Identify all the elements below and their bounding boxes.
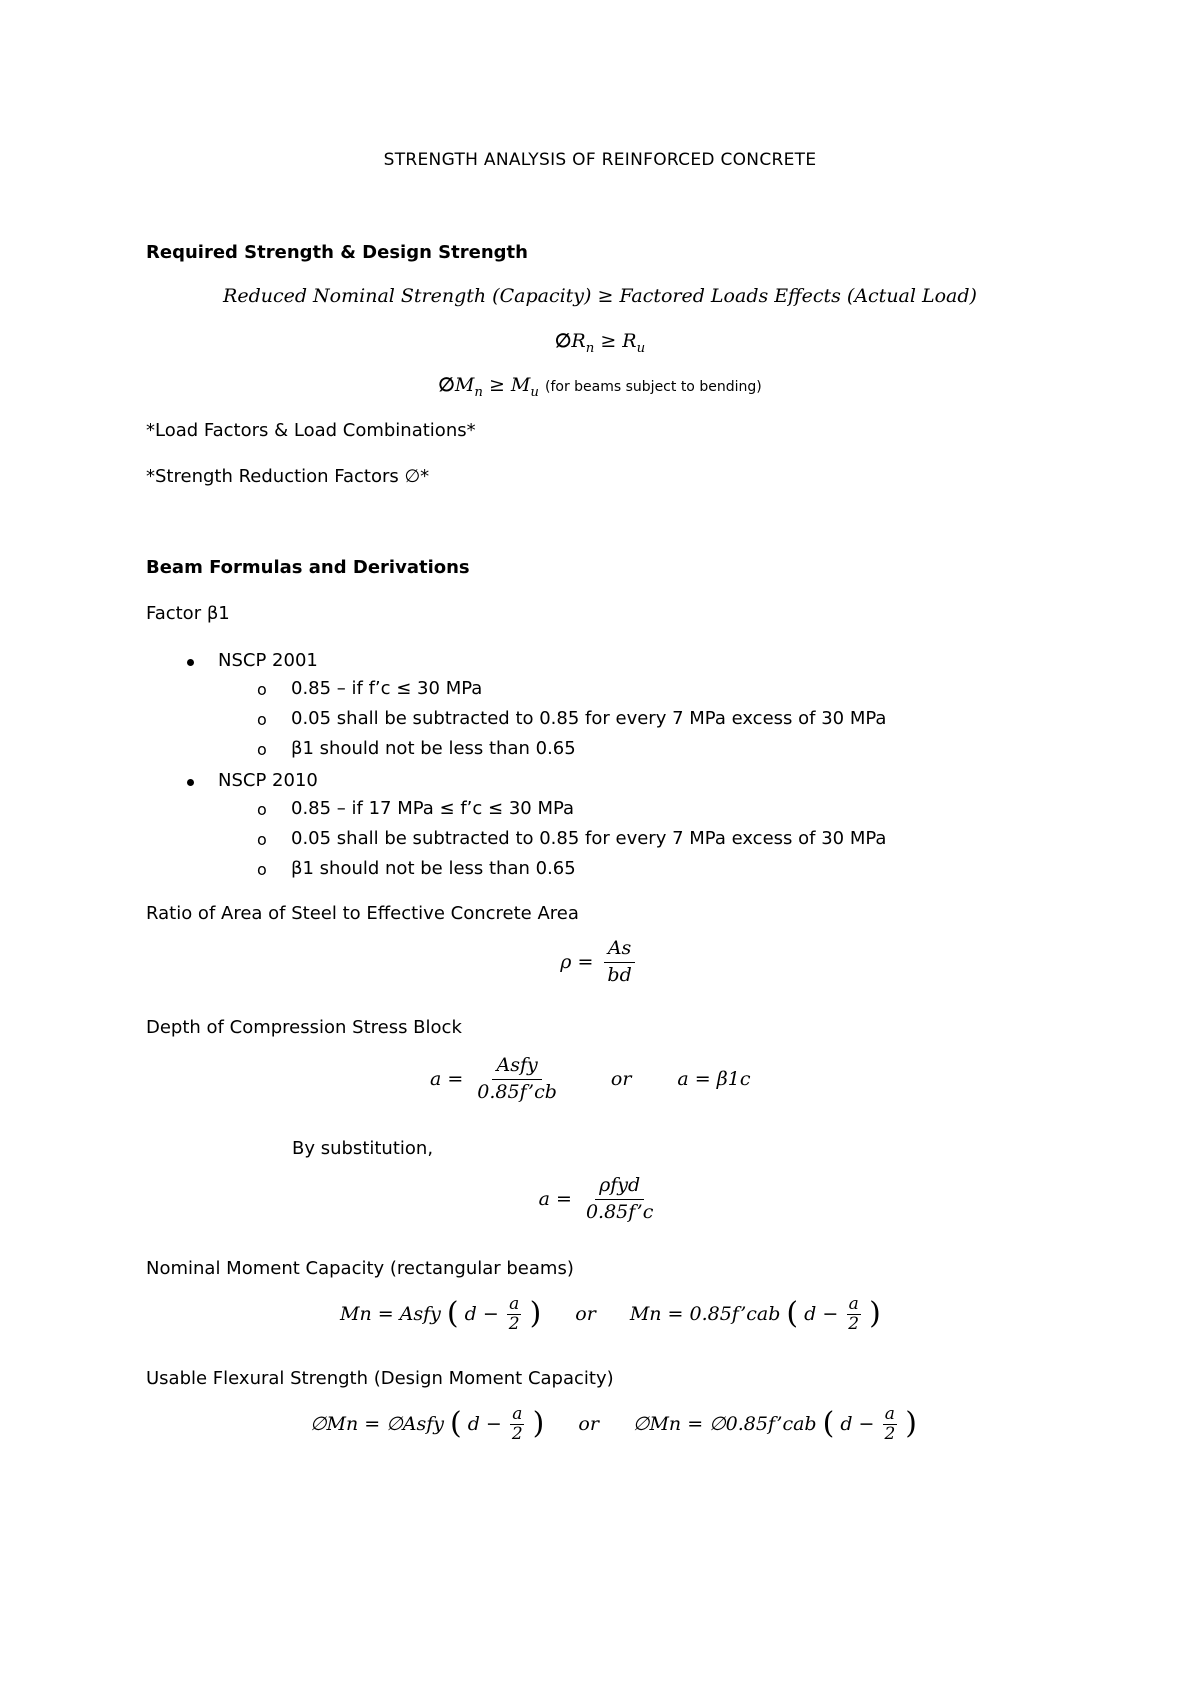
sub-bullet-marker: o [257,680,267,699]
eq1-op: ≥ [597,285,614,307]
subst-fraction [582,1175,657,1224]
nominal-d2: d − [804,1303,839,1326]
ratio-label: Ratio of Area of Steel to Effective Concrete Area [146,903,579,924]
sub-bullet-marker: o [257,830,267,849]
usable-flexural-label: Usable Flexural Strength (Design Moment Capacity) [146,1368,614,1389]
rho-denominator: bd [607,963,632,986]
depth-numerator: Asfy [492,1055,541,1080]
bullet-dot [187,659,194,666]
rho-lhs: ρ = [560,951,594,974]
eq3-m: M [454,374,475,396]
depth-alt: a = β1c [677,1068,751,1091]
depth-label: Depth of Compression Stress Block [146,1017,462,1038]
equation-substitution [0,1175,1200,1224]
usable-two: 2 [511,1423,523,1444]
subst-denominator: 0.85f’c [585,1200,654,1223]
nscp-2010-item-2: 0.05 shall be subtracted to 0.85 for every 7 MPa excess of 30 MPa [291,828,887,849]
eq3-note: (for beams subject to bending) [545,379,762,395]
eq1-rhs: Factored Loads Effects (Actual Load) [619,285,977,307]
equation-usable-flexural: ∅Mn = ∅Asfy ( d − $\frac{a}{2}$ ) or ∅Mn = ∅0.85f’cab ( d − $\frac{a}{2}$ ) [310,1404,917,1444]
nominal-a-over-2 [507,1295,522,1333]
equation-nominal-moment: Mn = Asfy ( d − $\frac{a}{2}$ ) or Mn = 0.85f’cab ( d − $\frac{a}{2}$ ) [340,1294,881,1334]
substitution-label: By substitution, [292,1138,434,1159]
sub-bullet-marker: o [257,860,267,879]
usable-d1: d − [467,1413,502,1436]
nominal-two: 2 [508,1313,520,1334]
nscp-2001-item-2: 0.05 shall be subtracted to 0.85 for every 7 MPa excess of 30 MPa [291,708,887,729]
eq2-ru: R [622,330,637,352]
equation-depth [430,1055,750,1104]
equation-capacity-vs-load [0,285,1200,307]
nominal-lhs2: Mn = [629,1303,684,1326]
nscp-2001-item-1: 0.85 – if f’c ≤ 30 MPa [291,678,483,699]
phi-symbol: ∅ [438,374,455,396]
bullet-nscp-2001: NSCP 2001 [218,650,318,671]
phi-symbol: ∅ [554,330,572,352]
equation-rho [0,938,1200,987]
subst-numerator: ρfyd [595,1175,644,1200]
depth-lhs: a = [430,1068,464,1091]
nominal-a: a [509,1294,520,1314]
usable-lhs2: ∅Mn = [632,1413,704,1436]
usable-d2: d − [840,1413,875,1436]
nominal-lhs1: Mn = [340,1303,394,1326]
note-strength-reduction: *Strength Reduction Factors ∅* [146,466,430,487]
section-heading-required-strength: Required Strength & Design Strength [146,242,528,263]
nominal-d1: d − [464,1303,499,1326]
nominal-a-over-2 [846,1295,861,1333]
equation-phi-rn [0,330,1200,356]
bullet-nscp-2010: NSCP 2010 [218,770,318,791]
usable-mid1: ∅Asfy [386,1413,444,1436]
sub-bullet-marker: o [257,710,267,729]
eq3-mu: M [510,374,531,396]
usable-lhs1: ∅Mn = [310,1413,381,1436]
eq2-r: R [571,330,586,352]
sub-bullet-marker: o [257,800,267,819]
usable-a-over-2 [510,1405,525,1443]
usable-a-over-2 [882,1405,897,1443]
sub-bullet-marker: o [257,740,267,759]
subst-lhs: a = [538,1188,572,1211]
nominal-moment-label: Nominal Moment Capacity (rectangular beams) [146,1258,574,1279]
nscp-2010-item-1: 0.85 – if 17 MPa ≤ f’c ≤ 30 MPa [291,798,575,819]
eq2-op: ≥ [600,330,617,352]
usable-two: 2 [884,1423,896,1444]
nominal-two: 2 [848,1313,860,1334]
depth-or: or [610,1068,632,1091]
eq2-u: u [636,340,646,356]
section-heading-beam-formulas: Beam Formulas and Derivations [146,557,470,578]
depth-denominator: 0.85f’cb [477,1080,557,1103]
nominal-mid2: 0.85f’cab [689,1303,781,1326]
eq1-lhs: Reduced Nominal Strength (Capacity) [223,285,592,307]
usable-or: or [578,1413,599,1436]
factor-beta1-label: Factor β1 [146,603,230,624]
rho-fraction [603,938,635,987]
nominal-mid1: Asfy [399,1303,441,1326]
eq2-n: n [585,340,595,356]
equation-phi-mn [0,374,1200,400]
nscp-2010-item-3: β1 should not be less than 0.65 [291,858,576,879]
bullet-dot [187,779,194,786]
rho-numerator: As [604,938,635,963]
page-title: STRENGTH ANALYSIS OF REINFORCED CONCRETE [383,150,817,170]
depth-fraction [473,1055,561,1104]
nominal-or: or [575,1303,596,1326]
eq3-op: ≥ [488,374,505,396]
usable-mid2: ∅0.85f’cab [709,1413,817,1436]
nominal-a: a [848,1294,859,1314]
usable-a: a [512,1404,523,1424]
note-load-factors: *Load Factors & Load Combinations* [146,420,476,441]
nscp-2001-item-3: β1 should not be less than 0.65 [291,738,576,759]
eq3-u: u [530,384,539,400]
eq3-n: n [474,384,483,400]
usable-a: a [884,1404,895,1424]
